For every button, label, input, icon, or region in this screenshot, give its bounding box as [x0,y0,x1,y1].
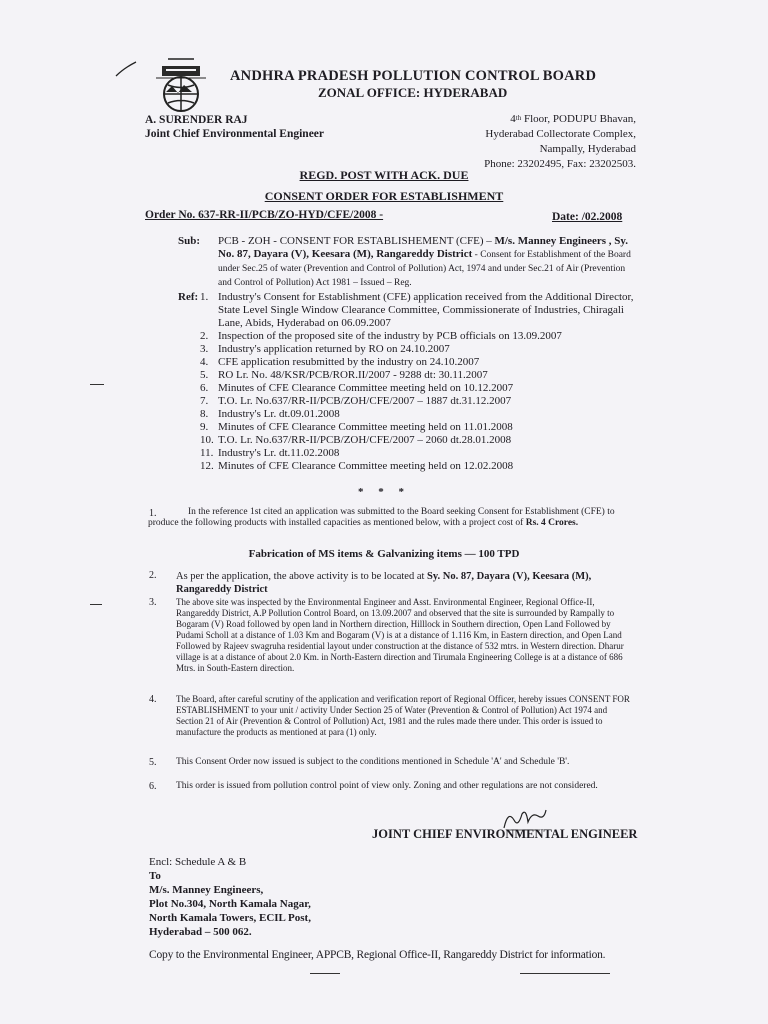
list-item: 11. Industry's Lr. dt.11.02.2008 [200,447,340,459]
address-line-2: Hyderabad Collectorate Complex, [485,128,636,140]
list-item: 3. Industry's application returned by RO on 24.10.2007 [200,343,450,355]
to-line: To [149,870,161,882]
enclosure-block [149,855,311,939]
officer-name: A. SURENDER RAJ [145,114,248,126]
address-line-1: 4th Floor, PODUPU Bhavan, [510,113,636,125]
regd-post-line: REGD. POST WITH ACK. DUE [299,168,469,182]
para-6: This order is issued from pollution control point of view only. Zoning and other regulations are not considered. [176,781,598,791]
list-item: 7. T.O. Lr. No.637/RR-II/PCB/ZOH/CFE/2007 – 1887 dt.31.12.2007 [200,395,512,407]
address-line-3: Nampally, Hyderabad [539,143,636,155]
para-4-number: 4. [149,694,157,705]
reference-list [200,291,640,473]
para-2: As per the application, the above activity is to be located at Sy. No. 87, Dayara (V), Keesara (M), Rangareddy District [176,571,592,595]
scan-mark [520,973,610,974]
fabrication-line: Fabrication of MS items & Galvanizing items — 100 TPD [248,548,520,560]
para-3-number: 3. [149,597,157,608]
para-6-number: 6. [149,781,157,792]
list-item: 6. Minutes of CFE Clearance Committee meeting held on 10.12.2007 [200,382,514,394]
margin-mark [90,604,102,605]
pen-mark-icon [114,60,138,78]
document-title: CONSENT ORDER FOR ESTABLISHMENT [264,189,504,203]
para-5: This Consent Order now issued is subject to the conditions mentioned in Schedule 'A' and Schedule 'B'. [176,757,570,767]
list-item: 8. Industry's Lr. dt.09.01.2008 [200,408,340,420]
order-number: Order No. 637-RR-II/PCB/ZO-HYD/CFE/2008 - [145,209,384,221]
list-item: 10. T.O. Lr. No.637/RR-II/PCB/ZOH/CFE/2007 – 2060 dt.28.01.2008 [200,434,512,446]
para-3: The above site was inspected by the Environmental Engineer and Asst. Environmental Engineer, Regional Office-II, Rangareddy District, A.P Pollution Control Board, on 13.09.2007 and observed that the site is surrounded by Rampally to Bogaram (V) Road followed by open land in Northern direction, Hilllock in Southern direction, Open Land Followed by Pudami Scholl at a distance of 1.03 Km and Bogaram (V) is at a distance of 1.116 Km, in Eastern direction, and Open Land Followed by Rajeev swagruha residential layout under construction at the distance of 532 mtrs. in Western direction. Dharur village is at a distance of about 2.0 Km. in North-Eastern direction and Tirumala Engineering College is at a distance of 686 Mtrs. in South-Eastern direction. [176,597,624,673]
copy-to-line: Copy to the Environmental Engineer, APPCB, Regional Office-II, Rangareddy District for information. [149,949,606,961]
separator: * * * [358,486,410,498]
subject-text: PCB - ZOH - CONSENT FOR ESTABLISHEMENT (CFE) – M/s. Manney Engineers , Sy. No. 87, Dayara (V), Keesara (M), Rangareddy District - Consent for Establishment of the Board under Sec.25 of water (Prevention and Control of Pollution) Act, 1974 and under Sec.21 of Air (Prevention and Control of Pollution) Act 1981 – Issued – Reg. [218,235,631,288]
address-line: Hyderabad – 500 062. [149,926,252,938]
zonal-office: ZONAL OFFICE: HYDERABAD [318,85,508,100]
margin-mark [90,384,104,385]
order-date: Date: /02.2008 [552,211,623,223]
office-address [440,112,636,172]
org-name: ANDHRA PRADESH POLLUTION CONTROL BOARD [230,68,597,84]
signatory-title: JOINT CHIEF ENVIRONMENTAL ENGINEER [372,827,638,841]
enclosure-line: Encl: Schedule A & B [149,856,247,868]
list-item: 9. Minutes of CFE Clearance Committee meeting held on 11.01.2008 [200,421,513,433]
officer-block [145,113,324,141]
subject-label: Sub: [178,235,201,247]
para-4: The Board, after careful scrutiny of the application and verification report of Regional Officer, hereby issues CONSENT FOR ESTABLISHMENT to your unit / activity Under Section 25 of Water (Prevention & Control of Pollution) Act 1974 and Section 21 of Air (Prevention & Control of Pollution) Act, 1981 and the rules made there under. This order is issued to manufacture the products as mentioned at para (1) only. [176,694,630,737]
list-item: 2. Inspection of the proposed site of the industry by PCB officials on 13.09.2007 [200,330,562,342]
para-2-number: 2. [149,570,157,581]
para-5-number: 5. [149,757,157,768]
apspcb-logo-icon [148,56,214,114]
address-line: Plot No.304, North Kamala Nagar, [149,898,311,910]
reference-label: Ref: [178,291,199,303]
list-item: 12. Minutes of CFE Clearance Committee meeting held on 12.02.2008 [200,460,514,472]
addressee-name: M/s. Manney Engineers, [149,884,264,896]
address-line: North Kamala Towers, ECIL Post, [149,912,311,924]
phone-fax: Phone: 23202495, Fax: 23202503. [484,158,636,170]
list-item: 5. RO Lr. No. 48/KSR/PCB/ROR.II/2007 - 9288 dt: 30.11.2007 [200,369,488,381]
officer-title: Joint Chief Environmental Engineer [145,128,325,140]
para-1-number: 1. [149,508,157,519]
para-1: In the reference 1st cited an application was submitted to the Board seeking Consent for Establishment (CFE) to produce the following products with installed capacities as mentioned below, with a project cost of Rs. 4 Crores. [148,507,615,528]
list-item: 1. Industry's Consent for Establishment (CFE) application received from the Additional Director, State Level Single Window Clearance Committee, Commissionerate of Industries, Chiragali Lane, Abids, Hyderabad on 06.09.2007 [200,291,634,329]
list-item: 4. CFE application resubmitted by the industry on 24.10.2007 [200,356,480,368]
scan-mark [310,973,340,974]
